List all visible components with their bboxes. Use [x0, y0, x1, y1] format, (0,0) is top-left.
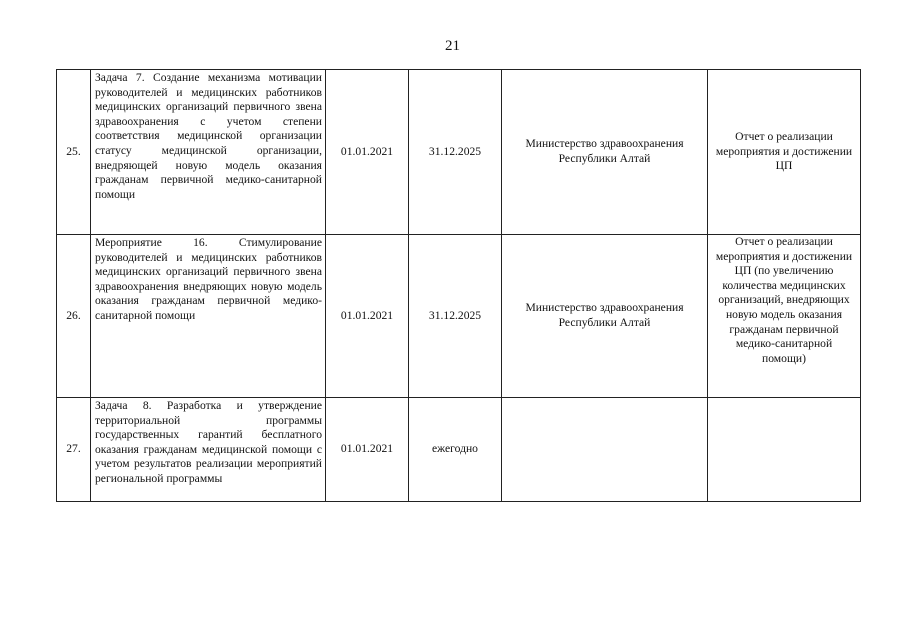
start-date-cell: 01.01.2021	[326, 70, 409, 235]
table-row	[57, 70, 861, 235]
task-description-cell: Мероприятие 16. Стимулирование руководителей и медицинских работников медицинских организаций первичного звена здравоохранения внедряющих новую модель оказания гражданам первичной медико-санитарной помощи	[91, 235, 326, 398]
table-row	[57, 235, 861, 398]
page-number: 21	[445, 38, 460, 54]
task-description-cell: Задача 8. Разработка и утверждение территориальной программы государственных гарантий бесплатного оказания гражданам медицинской помощи с учетом результатов реализации мероприятий региональной программы	[91, 398, 326, 502]
task-description-cell: Задача 7. Создание механизма мотивации руководителей и медицинских работников медицинских организаций первичного звена здравоохранения с учетом степени соответствия медицинской организации статусу медицинской организации, внедряющей новую модель оказания гражданам первичной медико-санитарной помощи	[91, 70, 326, 235]
expected-result-cell: Отчет о реализации мероприятия и достижении ЦП (по увеличению количества медицинских организаций, внедряющих новую модель оказания гражданам первичной медико-санитарной помощи)	[708, 235, 861, 398]
start-date-cell: 01.01.2021	[326, 398, 409, 502]
end-date-cell: 31.12.2025	[409, 235, 502, 398]
table-row	[57, 398, 861, 502]
plan-table	[56, 69, 861, 502]
end-date-cell: ежегодно	[409, 398, 502, 502]
end-date-cell: 31.12.2025	[409, 70, 502, 235]
row-number-cell: 26.	[57, 235, 91, 398]
expected-result-cell	[708, 398, 861, 502]
expected-result-cell: Отчет о реализации мероприятия и достижении ЦП	[708, 70, 861, 235]
responsible-executor-cell: Министерство здравоохранения Республики Алтай	[502, 70, 708, 235]
responsible-executor-cell: Министерство здравоохранения Республики Алтай	[502, 235, 708, 398]
row-number-cell: 25.	[57, 70, 91, 235]
row-number-cell: 27.	[57, 398, 91, 502]
start-date-cell: 01.01.2021	[326, 235, 409, 398]
responsible-executor-cell	[502, 398, 708, 502]
